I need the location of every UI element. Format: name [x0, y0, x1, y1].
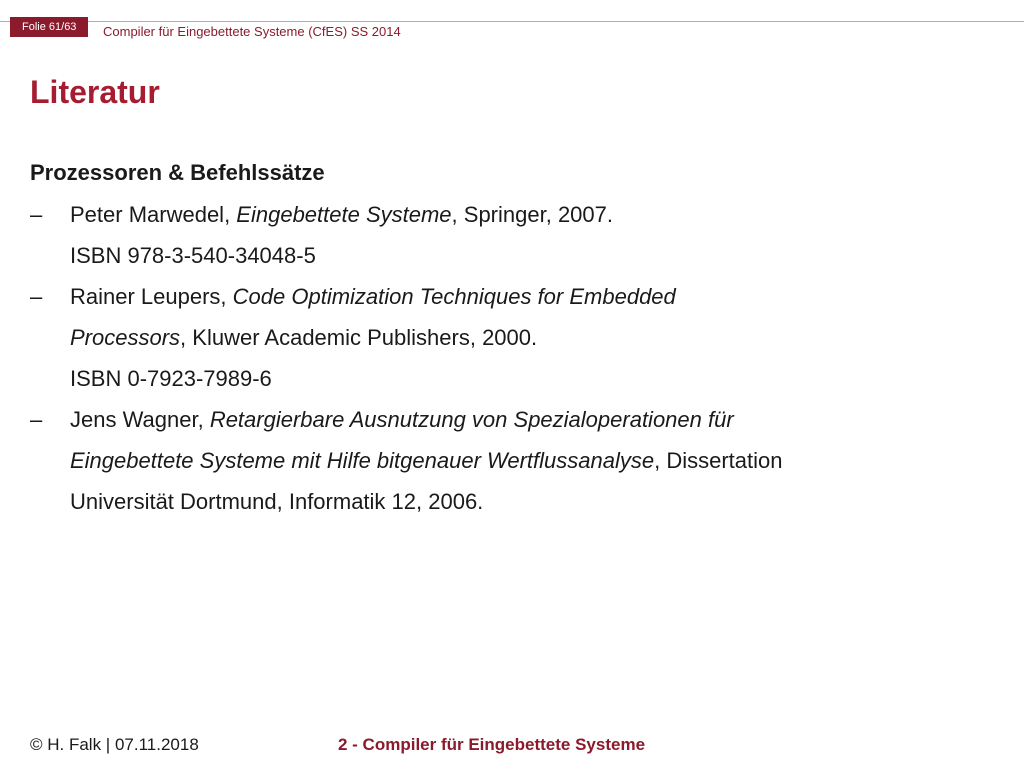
- reference-title: Processors: [70, 325, 181, 350]
- reference-author: Jens Wagner,: [70, 407, 210, 432]
- reference-title: Code Optimization Techniques for Embedded: [232, 284, 676, 309]
- footer-author-date: © H. Falk | 07.11.2018: [30, 735, 199, 754]
- reference-publisher: , Springer, 2007.: [451, 202, 613, 227]
- course-header: Compiler für Eingebettete Systeme (CfES) SS 2014: [103, 24, 401, 39]
- bullet-dash: –: [30, 407, 43, 432]
- bullet-dash: –: [30, 202, 43, 227]
- reference-line: [70, 399, 1000, 440]
- section-heading: Prozessoren & Befehlssätze: [30, 160, 325, 185]
- reference-author: Peter Marwedel,: [70, 202, 237, 227]
- reference-title: Retargierbare Ausnutzung von Spezialoperationen für: [209, 407, 734, 432]
- reference-publisher: , Dissertation: [654, 448, 783, 473]
- footer-lecture-title: 2 - Compiler für Eingebettete Systeme: [338, 735, 646, 754]
- reference-title: Eingebettete Systeme mit Hilfe bitgenauer Wertflussanalyse: [70, 448, 655, 473]
- slide-title: Literatur: [30, 74, 160, 110]
- reference-line: [70, 276, 1000, 317]
- reference-item: [0, 276, 1000, 399]
- reference-line: [70, 194, 1000, 235]
- reference-title: Eingebettete Systeme: [236, 202, 452, 227]
- bullet-dash: –: [30, 284, 43, 309]
- reference-list: [0, 194, 1024, 522]
- reference-isbn: ISBN 0-7923-7989-6: [70, 366, 272, 391]
- reference-line: [70, 440, 1000, 481]
- reference-author: Rainer Leupers,: [70, 284, 233, 309]
- slide-number-badge: Folie 61/63: [10, 17, 88, 37]
- header-rule: [0, 21, 1024, 22]
- reference-isbn: ISBN 978-3-540-34048-5: [70, 243, 316, 268]
- reference-item: [0, 194, 1000, 276]
- reference-item: [0, 399, 1000, 522]
- reference-line: [70, 317, 1000, 358]
- reference-line: Universität Dortmund, Informatik 12, 2006.: [70, 489, 484, 514]
- reference-publisher: , Kluwer Academic Publishers, 2000.: [180, 325, 538, 350]
